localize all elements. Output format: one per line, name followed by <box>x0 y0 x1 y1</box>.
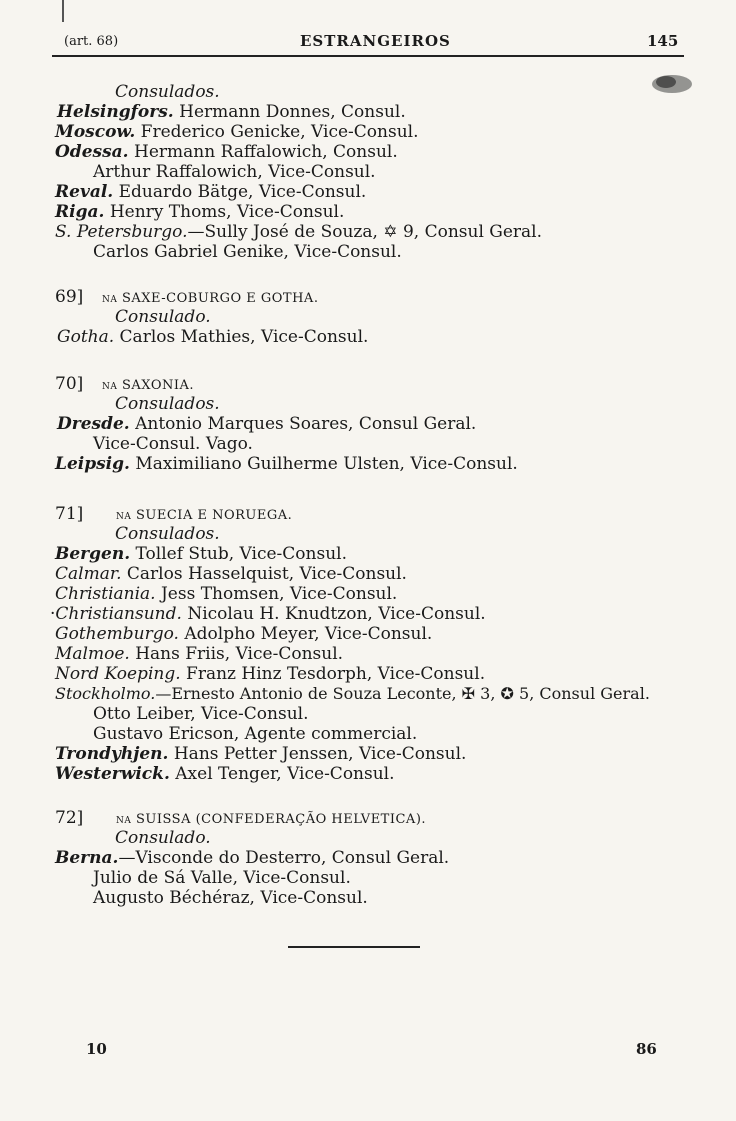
consul-name: Tollef Stub, Vice-Consul. <box>135 544 347 564</box>
place-name: Malmoe. <box>55 644 130 664</box>
signature-mark: 10 <box>86 1040 107 1058</box>
place-name: Riga. <box>55 202 105 222</box>
consul-entry <box>93 704 308 724</box>
country-heading: na SUECIA E NORUEGA. <box>116 508 293 523</box>
place-name: Stockholmo. <box>55 684 156 703</box>
place-name: Westerwick. <box>55 764 170 784</box>
consul-entry <box>55 122 418 142</box>
consul-name: Vice-Consul. Vago. <box>93 434 253 454</box>
place-name: Gotha. <box>57 327 115 347</box>
consul-entry <box>55 202 344 222</box>
consul-entry <box>55 644 343 664</box>
consul-entry <box>93 888 368 908</box>
article-number: 70] <box>55 374 84 394</box>
consul-name: Hans Petter Jenssen, Vice-Consul. <box>173 744 467 764</box>
place-name: Leipsig. <box>55 454 130 474</box>
place-name: Odessa. <box>55 142 129 162</box>
article-number: 72] <box>55 808 84 828</box>
consul-entry <box>57 102 406 122</box>
place-name: Moscow. <box>55 122 136 142</box>
consul-name: Carlos Mathies, Vice-Consul. <box>119 327 369 347</box>
country-heading: na SUISSA (CONFEDERAÇÃO HELVETICA). <box>116 812 427 827</box>
place-name: Christiansund. <box>55 604 182 624</box>
place-name: Christiania. <box>55 584 156 604</box>
consul-name: Axel Tenger, Vice-Consul. <box>175 764 395 784</box>
consul-name: Otto Leiber, Vice-Consul. <box>93 704 309 724</box>
consul-entry <box>55 584 397 604</box>
consul-name: Franz Hinz Tesdorph, Vice-Consul. <box>186 664 486 684</box>
consul-entry <box>55 222 542 242</box>
consul-name: Hermann Donnes, Consul. <box>179 102 406 122</box>
place-name: Trondyhjen. <box>55 744 169 764</box>
consul-name: Augusto Béchéraz, Vice-Consul. <box>93 888 368 908</box>
header-rule <box>52 55 684 57</box>
place-name: S. Petersburgo. <box>55 222 188 242</box>
consul-name: Antonio Marques Soares, Consul Geral. <box>135 414 477 434</box>
consul-entry <box>57 414 476 434</box>
footer-number: 86 <box>636 1040 657 1058</box>
consul-name: Maximiliano Guilherme Ulsten, Vice-Consul. <box>135 454 518 474</box>
page-number: 145 <box>647 32 679 50</box>
section-heading: Consulados. <box>115 524 220 544</box>
consul-name: Arthur Raffalowich, Vice-Consul. <box>93 162 376 182</box>
section-heading: Consulados. <box>115 394 220 414</box>
consul-entry <box>55 624 432 644</box>
ink-smudge <box>648 70 698 98</box>
consul-name: Nicolau H. Knudtzon, Vice-Consul. <box>187 604 486 624</box>
consul-entry: ·Christiansund. Nicolau H. Knudtzon, Vice-Consul. <box>50 604 486 624</box>
consul-name: Frederico Genicke, Vice-Consul. <box>140 122 419 142</box>
place-name: Helsingfors. <box>57 102 174 122</box>
consul-entry <box>93 434 253 454</box>
place-name: Calmar. <box>55 564 122 584</box>
article-number: 71] <box>55 504 84 524</box>
consul-entry <box>55 454 518 474</box>
section-heading: Consulado. <box>115 828 211 848</box>
place-name: Berna. <box>55 848 119 868</box>
consul-entry <box>93 724 417 744</box>
place-name: Nord Koeping. <box>55 664 181 684</box>
country-heading: na SAXE-COBURGO E GOTHA. <box>102 291 319 306</box>
consul-entry <box>93 868 351 888</box>
consul-entry <box>55 744 466 764</box>
section-heading: Consulado. <box>115 307 211 327</box>
consul-entry <box>55 848 449 868</box>
consul-entry <box>55 564 407 584</box>
consul-entry <box>55 142 398 162</box>
margin-mark <box>62 0 64 22</box>
consul-name: Eduardo Bätge, Vice-Consul. <box>118 182 367 202</box>
consul-name: Julio de Sá Valle, Vice-Consul. <box>93 868 351 888</box>
section-heading: Consulados. <box>115 82 220 102</box>
consul-entry <box>55 684 650 704</box>
consul-entry <box>55 764 395 784</box>
consul-name: Hermann Raffalowich, Consul. <box>134 142 398 162</box>
place-name: Reval. <box>55 182 114 202</box>
consul-entry <box>57 327 368 347</box>
consul-name: Carlos Hasselquist, Vice-Consul. <box>126 564 407 584</box>
consul-entry <box>55 664 485 684</box>
consul-name: Henry Thoms, Vice-Consul. <box>109 202 345 222</box>
consul-name: Jess Thomsen, Vice-Consul. <box>160 584 398 604</box>
consul-name: —Ernesto Antonio de Souza Leconte, ✠ 3, ✪ 5, Consul Geral. <box>155 684 650 703</box>
country-heading: na SAXONIA. <box>102 378 195 393</box>
place-name: Gothemburgo. <box>55 624 179 644</box>
consul-entry <box>55 544 347 564</box>
consul-entry <box>93 162 376 182</box>
consul-name: Gustavo Ericson, Agente commercial. <box>93 724 418 744</box>
consul-name: —Visconde do Desterro, Consul Geral. <box>118 848 450 868</box>
consul-name: Adolpho Meyer, Vice-Consul. <box>184 624 433 644</box>
consul-name: Hans Friis, Vice-Consul. <box>135 644 344 664</box>
running-title: ESTRANGEIROS <box>300 32 451 50</box>
consul-name: Carlos Gabriel Genike, Vice-Consul. <box>93 242 402 262</box>
consul-name: —Sully José de Souza, ✡ 9, Consul Geral. <box>187 222 543 242</box>
article-ref: (art. 68) <box>64 34 119 49</box>
place-name: Bergen. <box>55 544 131 564</box>
place-name: Dresde. <box>57 414 130 434</box>
consul-entry <box>93 242 402 262</box>
consul-entry <box>55 182 366 202</box>
closing-rule <box>288 946 420 948</box>
article-number: 69] <box>55 287 84 307</box>
